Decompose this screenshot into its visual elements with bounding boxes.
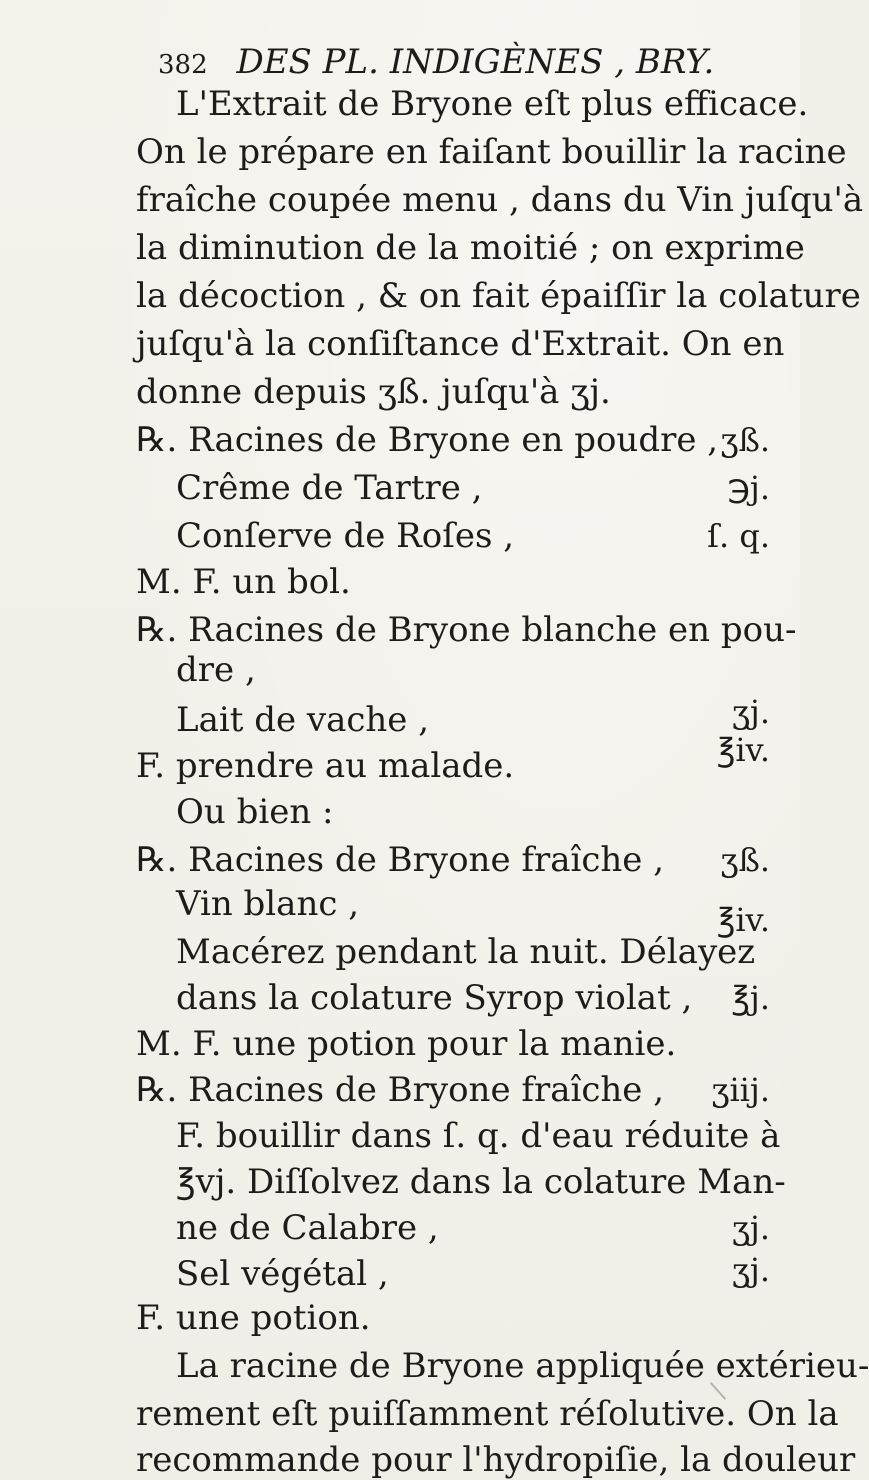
recipe-quantity: ℥iv.: [716, 731, 770, 769]
recipe-line: ℞. Racines de Bryone en poudre ,: [136, 420, 719, 460]
recipe-line: dre ,: [176, 650, 256, 690]
text-line: fraîche coupée menu , dans du Vin juſqu'à: [136, 180, 864, 220]
recipe-line: Conſerve de Roſes ,: [176, 516, 515, 556]
recipe-quantity: ʒß.: [720, 841, 770, 879]
recipe-line: ℞. Racines de Bryone fraîche ,: [136, 840, 665, 880]
text-line: La racine de Bryone appliquée extérieu-: [176, 1346, 869, 1386]
recipe-line: ℞. Racines de Bryone fraîche ,: [136, 1070, 665, 1110]
recipe-line: M. F. une potion pour la manie.: [136, 1024, 677, 1064]
recipe-line: dans la colature Syrop violat ,: [176, 978, 693, 1018]
recipe-line: ℥vj. Diſſolvez dans la colature Man-: [176, 1162, 786, 1202]
recipe-line: F. bouillir dans ſ. q. d'eau réduite à: [176, 1116, 781, 1156]
recipe-quantity: ℥j.: [731, 979, 770, 1017]
recipe-line: M. F. un bol.: [136, 562, 351, 602]
recipe-quantity: ʒß.: [720, 421, 770, 459]
text-line: donne depuis ʒß. juſqu'à ʒj.: [136, 372, 611, 412]
text-line: On le prépare en faiſant bouillir la racine: [136, 132, 847, 172]
recipe-line: F. une potion.: [136, 1298, 371, 1338]
running-title: DES PL. INDIGÈNES , BRY.: [236, 42, 715, 82]
text-line: la décoction , & on fait épaiſſir la colature: [136, 276, 861, 316]
text-line: juſqu'à la conſiſtance d'Extrait. On en: [136, 324, 785, 364]
recipe-quantity: ʒj.: [731, 1251, 770, 1289]
recipe-line: ℞. Racines de Bryone blanche en pou-: [136, 610, 797, 650]
recipe-line: Ou bien :: [176, 792, 334, 832]
text-line: la diminution de la moitié ; on exprime: [136, 228, 805, 268]
recipe-quantity: ſ. q.: [707, 517, 770, 555]
recipe-quantity: ℈j.: [727, 469, 770, 507]
recipe-line: Vin blanc ,: [176, 884, 359, 924]
recipe-line: Crême de Tartre ,: [176, 468, 483, 508]
page-number: 382: [158, 50, 208, 80]
recipe-line: Sel végétal ,: [176, 1254, 389, 1294]
recipe-quantity: ʒj.: [731, 693, 770, 731]
recipe-line: F. prendre au malade.: [136, 746, 515, 786]
recipe-quantity: ʒiij.: [711, 1071, 770, 1109]
text-line: L'Extrait de Bryone eſt plus efficace.: [176, 84, 809, 124]
recipe-quantity: ℥iv.: [716, 901, 770, 939]
recipe-quantity: ʒj.: [731, 1209, 770, 1247]
recipe-line: Macérez pendant la nuit. Délayez: [176, 932, 756, 972]
text-line: rement eſt puiſſamment réſolutive. On la: [136, 1394, 839, 1434]
recipe-line: ne de Calabre ,: [176, 1208, 439, 1248]
recipe-line: Lait de vache ,: [176, 700, 430, 740]
page-header: [158, 42, 778, 82]
text-line: recommande pour l'hydropiſie, la douleur: [136, 1440, 856, 1480]
